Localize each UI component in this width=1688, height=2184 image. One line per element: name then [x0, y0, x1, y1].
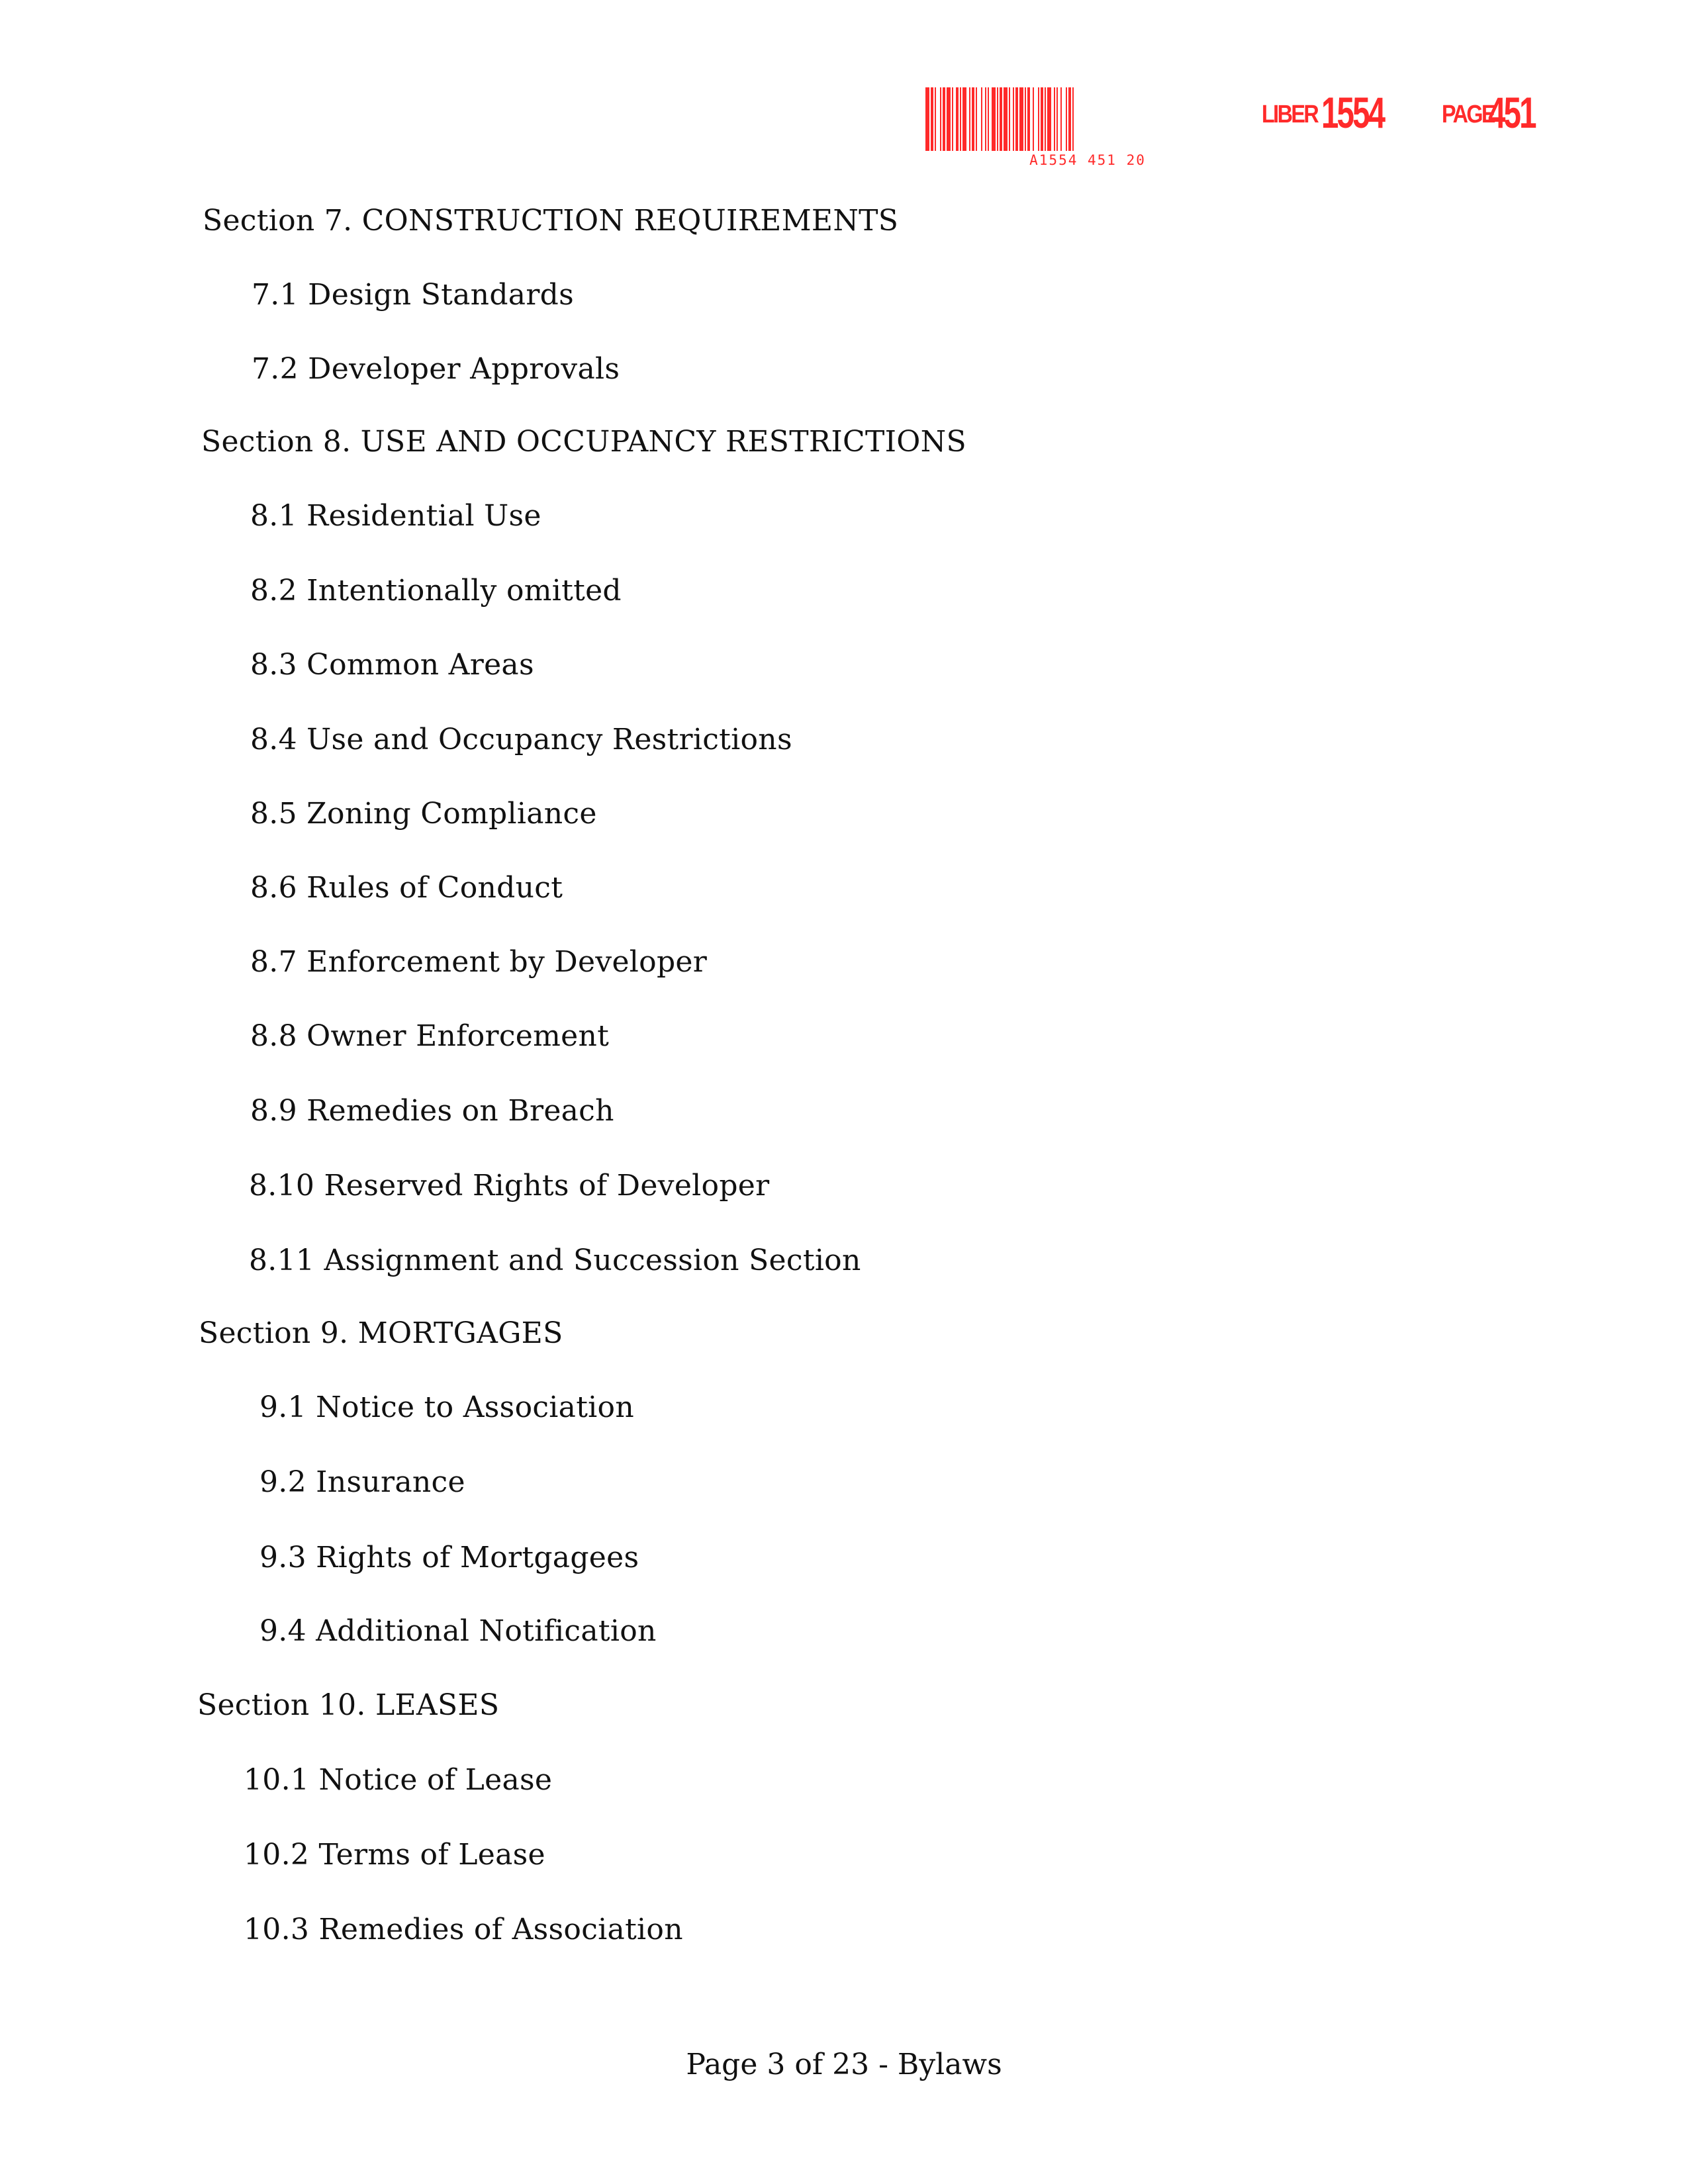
subsection-item: 9.1 Notice to Association: [259, 1390, 634, 1424]
barcode-bar: [1045, 87, 1046, 151]
barcode-bar: [947, 87, 951, 151]
barcode-bar: [981, 87, 982, 151]
subsection-item: 8.5 Zoning Compliance: [250, 797, 597, 831]
barcode-bar: [1000, 87, 1002, 151]
page-number: 451: [1488, 88, 1535, 137]
barcode-bar: [1013, 87, 1014, 151]
barcode-bar: [988, 87, 989, 151]
subsection-item: 8.8 Owner Enforcement: [250, 1019, 610, 1053]
barcode-bar: [952, 87, 953, 151]
subsection-item: 8.1 Residential Use: [250, 499, 541, 533]
barcode-bar: [962, 87, 966, 151]
subsection-item: 10.2 Terms of Lease: [244, 1838, 545, 1872]
subsection-item: 8.6 Rules of Conduct: [250, 871, 563, 905]
barcode-bar: [1033, 87, 1034, 151]
barcode-bar: [1019, 87, 1023, 151]
subsection-item: 8.10 Reserved Rights of Developer: [249, 1169, 770, 1203]
barcode-bar: [943, 87, 945, 151]
barcode-bar: [1056, 87, 1058, 151]
barcode-bar: [1027, 87, 1030, 151]
subsection-item: 8.11 Assignment and Succession Section: [249, 1244, 861, 1277]
subsection-item: 7.1 Design Standards: [252, 278, 574, 312]
liber-number: 1554: [1321, 88, 1384, 137]
section-heading: Section 9. MORTGAGES: [199, 1316, 563, 1350]
barcode-number: A1554 451 20: [1029, 152, 1146, 168]
page-footer: Page 3 of 23 - Bylaws: [686, 2048, 1002, 2081]
barcode-bar: [925, 87, 929, 151]
barcode-icon: [925, 87, 1210, 151]
barcode-bar: [1054, 87, 1055, 151]
barcode-bar: [1009, 87, 1010, 151]
barcode-bar: [1072, 87, 1074, 151]
subsection-item: 8.3 Common Areas: [250, 648, 534, 682]
section-heading: Section 7. CONSTRUCTION REQUIREMENTS: [203, 204, 899, 238]
subsection-item: 9.3 Rights of Mortgagees: [259, 1541, 639, 1574]
barcode-bar: [997, 87, 998, 151]
subsection-item: 8.2 Intentionally omitted: [250, 574, 622, 608]
barcode-bar: [1041, 87, 1043, 151]
subsection-item: 7.2 Developer Approvals: [252, 352, 620, 386]
barcode-bar: [940, 87, 941, 151]
barcode-bar: [935, 87, 936, 151]
barcode-bar: [1068, 87, 1071, 151]
barcode-bar: [1060, 87, 1062, 151]
liber-label: LIBER: [1262, 101, 1318, 128]
barcode-bar: [1015, 87, 1018, 151]
subsection-item: 8.7 Enforcement by Developer: [250, 945, 708, 979]
barcode-bar: [1004, 87, 1008, 151]
barcode-bar: [1025, 87, 1026, 151]
section-heading: Section 10. LEASES: [197, 1688, 500, 1722]
barcode-bar: [956, 87, 959, 151]
recording-stamp: [925, 87, 1534, 173]
section-heading: Section 8. USE AND OCCUPANCY RESTRICTIONS: [201, 425, 966, 459]
subsection-item: 10.3 Remedies of Association: [244, 1913, 683, 1946]
subsection-item: 8.4 Use and Occupancy Restrictions: [250, 723, 792, 756]
barcode-bar: [985, 87, 986, 151]
subsection-item: 9.4 Additional Notification: [259, 1614, 657, 1648]
subsection-item: 9.2 Insurance: [259, 1465, 465, 1499]
barcode-bar: [976, 87, 977, 151]
subsection-item: 10.1 Notice of Lease: [244, 1763, 553, 1797]
barcode-bar: [931, 87, 933, 151]
barcode-bar: [992, 87, 996, 151]
barcode-bar: [1038, 87, 1039, 151]
barcode-bar: [1047, 87, 1051, 151]
barcode-bar: [969, 87, 970, 151]
barcode-bar: [960, 87, 961, 151]
subsection-item: 8.9 Remedies on Breach: [250, 1094, 614, 1128]
barcode-bar: [1066, 87, 1067, 151]
page-label: PAGE: [1442, 101, 1494, 128]
barcode-bar: [972, 87, 974, 151]
